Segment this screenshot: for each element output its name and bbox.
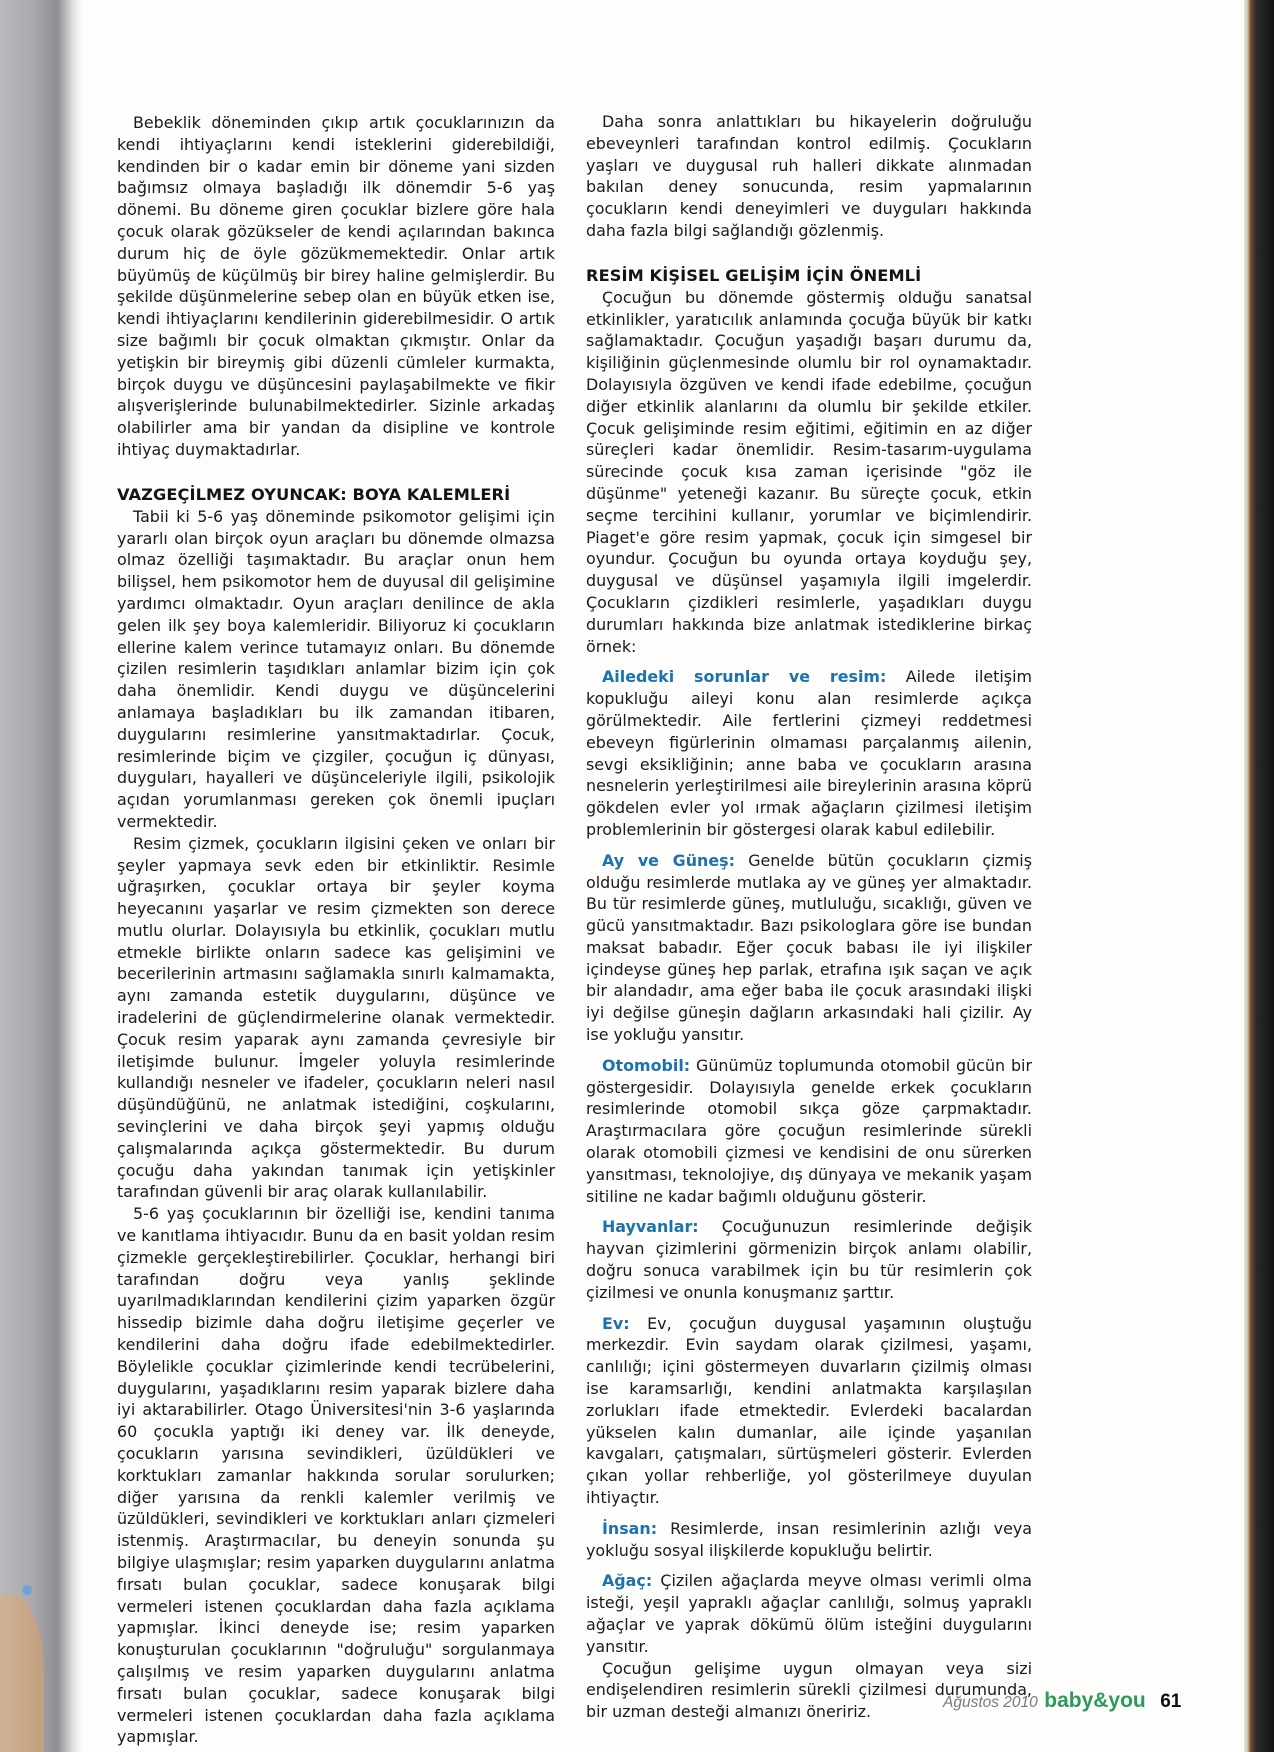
entry-hayvanlar [586, 1216, 1032, 1303]
entry-term: Ay ve Güneş: [602, 850, 735, 870]
section-heading-boya-kalemleri: VAZGEÇİLMEZ OYUNCAK: BOYA KALEMLERİ [117, 484, 511, 504]
entry-term: Otomobil: [602, 1055, 691, 1075]
pencil-eraser-image [22, 1585, 32, 1595]
entry-agac [586, 1570, 1032, 1657]
entry-term: İnsan: [602, 1518, 658, 1538]
magazine-brand: baby&you [1044, 1689, 1146, 1712]
right-column [586, 111, 1032, 1723]
entry-term: Hayvanlar: [602, 1217, 699, 1237]
intro-paragraph: Daha sonra anlattıkları bu hikayelerin doğruluğu ebeveynleri tarafından kontrol edilmiş. Çocukların yaşları ve duygusal ruh halleri dikkate alınmadan bakılan deney sonucunda, resim yapmalarının çocukların kendi deneyimleri ve duyguları hakkında daha fazla bilgi sağlandığı gözlenmiş. [586, 112, 1032, 240]
entry-term: Ailedeki sorunlar ve resim: [602, 667, 887, 687]
entry-term: Ev: [602, 1313, 630, 1333]
entry-text: Ev, çocuğun duygusal yaşamının oluştuğu merkezdir. Evin saydam olarak çizilmesi, yaşamı, canlılığı; içini göstermeyen duvarların çizilmiş olması ise karamsarlığı, kendini anlatmakta karşılaşılan zorlukları ifade etmektedir. Evlerdeki bacalardan yükselen kalın dumanlar, aile içinde yaşanılan kavgaları, çatışmaları, sürtüşmeleri gösterir. Evlerden çıkan yollar rehberliğe, yol gösterilmeye duyulan ihtiyaçtır. [586, 1313, 1032, 1508]
section-heading-kisisel-gelisim: RESİM KİŞİSEL GELİŞİM İÇİN ÖNEMLİ [586, 265, 922, 285]
entry-insan [586, 1518, 1032, 1562]
entry-text: Genelde bütün çocukların çizmiş olduğu resimlerde mutlaka ay ve güneş yer almaktadır. Bu tür resimlerde güneş, mutluluğu, sıcaklığı, güven ve gücü yansıtmaktadır. Bazı psikologlara göre ise bundan maksat babadır. Eğer çocuk babası ile iyi ilişkiler içindeyse güneş hep parlak, etrafına ışık saçan ve açık bir alandadır, ama eğer baba ile çocuk arasındaki ilişki iyi değilse güneşin dağların arkasındaki hali çizilir. Ay ise yokluğu yansıtır. [586, 850, 1032, 1045]
entry-text: Çocuğunuzun resimlerinde değişik hayvan çizimlerini görmenizin birçok anlamı olabilir, doğru sonuca varabilmek için bu tür resimlerin çok çizilmesi ve onunla konuşmanız şarttır. [586, 1217, 1032, 1302]
entry-ev [586, 1313, 1032, 1509]
entry-term: Ağaç: [602, 1571, 653, 1591]
entry-text: Çizilen ağaçlarda meyve olması verimli olma isteği, yeşil yapraklı ağaçlar canlılığı, solmuş yapraklı ağaçlar ve yaprak dökümü ölüm isteğini duygularını yansıtır. [586, 1571, 1032, 1656]
entry-ailedeki-sorunlar [586, 666, 1032, 840]
left-column [117, 112, 555, 1748]
entry-otomobil [586, 1055, 1032, 1208]
intro-paragraph: Bebeklik döneminden çıkıp artık çocuklarınızın da kendi ihtiyaçlarını kendi isteklerini giderebildiği, kendinden bir o kadar emin bir döneme yani sizden bağımsız olmaya başladığı ilk dönemdir 5-6 yaş dönemi. Bu döneme giren çocuklar bizlere göre hala çocuk olarak gözükseler de kendi açılarından bakınca durum hiç de öyle gözükmemektedir. Onlar artık büyümüş de küçülmüş bir birey haline gelmişlerdir. Bu şekilde düşünmelerine sebep olan en büyük etken ise, kendi ihtiyaçlarını kendilerinin giderebilmesidir. O artık size bağımlı bir çocuk olmaktan çıkmıştır. Onlar da yetişkin bir bireymiş gibi düzenli cümleler kurmakta, birçok duygu ve düşüncesini paylaşabilmekte ve fikir alışverişlerinde bulunabilmektedirler. Sizinle arkadaş olabilirler ama bir yandan da disipline ve kontrole ihtiyaç duymaktadırlar. [117, 113, 555, 459]
issue-date: Ağustos 2010 [943, 1694, 1038, 1711]
entry-text: Resimlerde, insan resimlerinin azlığı veya yokluğu sosyal ilişkilerde kopukluğu belirtir. [586, 1518, 1032, 1560]
body-paragraph: Resim çizmek, çocukların ilgisini çeken ve onları bir şeyler yapmaya sevk eden bir etkinliktir. Resimle uğraşırken, çocuklar ortaya bir şeyler koyma heyecanını yaşarlar ve resim çizmekten son derece mutlu olurlar. Dolayısıyla bu etkinlik, çocukları mutlu etmekle birlikte onların sadece kas gelişimini ve becerilerinin artmasını sağlamakla sınırlı kalmamakta, aynı zamanda estetik duygularını, düşünce ve iradelerini de güçlendirmelerine olanak vermektedir. Çocuk resim yaparak aynı zamanda çevresiyle bir iletişimde bulunur. İmgeler yoluyla resimlerinde kullandığı nesneler ve ifadeler, çocukların neleri nasıl düşündüğünü, ne anlatmak istediğini, coşkularını, sevinçlerini ve daha birçok şeyi yapmış olduğu çalışmalarında açıkça göstermektedir. Bu durum çocuğu daha yakından tanımak için yetişkinler tarafından güvenli bir araç olarak kullanılabilir. [117, 833, 555, 1202]
closing-paragraph: Çocuğun gelişime uygun olmayan veya sizi endişelendiren resimlerin sürekli çizilmesi durumunda, bir uzman desteği almanızı öneririz. [586, 1658, 1032, 1722]
body-paragraph: 5-6 yaş çocuklarının bir özelliği ise, kendini tanıma ve kanıtlama ihtiyacıdır. Bunu da en basit yoldan resim çizmekle gerçekleştirebilirler. Çocuklar, herhangi biri tarafından doğru veya yanlış şeklinde uyarılmadıklarından kendilerini çizim yaparken özgür hissedip bizimle daha doğru iletişime geçerler ve kendilerini daha doğru ifade edebilmektedirler. Böylelikle çocuklar çizimlerinde kendi tecrübelerini, duygularını, yaşadıklarını resim yaparak bizlere daha iyi aktarabilirler. Otago Üniversitesi'nin 3-6 yaşlarında 60 çocukla yaptığı iki deney var. İlk deneyde, çocukların yarısına sevindikleri, üzüldükleri ve korktukları zamanlar hakkında sorular sorulurken; diğer yarısına da renkli kalemler verilmiş ve üzüldükleri, sevindikleri ve korktukları anları çizmeleri istenmiş. Araştırmacılar, bu deneyin sonunda şu bilgiye ulaşmışlar; resim yaparken duygularını anlatma fırsatı bulan çocuklar, sadece konuşarak bilgi vermeleri istenen çocuklardan daha fazla açıklama yapmışlar. İkinci deneyde ise; resim yaparken konuşturulan çocuklarının "doğruluğu" sorgulanmaya çalışılmış ve resim yaparken duygularını anlatma fırsatı bulan çocuklar, sadece konuşarak bilgi vermeleri istenen çocuklardan daha fazla açıklama yapmışlar. [117, 1204, 555, 1747]
binding-shadow [0, 0, 82, 1752]
entry-ay-ve-gunes [586, 850, 1032, 1046]
entry-text: Günümüz toplumunda otomobil gücün bir göstergesidir. Dolayısıyla genelde erkek çocukların resimlerinde otomobil sıkça göze çarpmaktadır. Araştırmacılara göre çocuğun resimlerinde sürekli olarak otomobili çizmesi ve kendisini de onu sürerken yansıtması, teknolojiye, dış dünyaya ve mekanik yaşam sitiline ne kadar bağımlı olduğunu gösterir. [586, 1055, 1032, 1206]
lead-paragraph: Çocuğun bu dönemde göstermiş olduğu sanatsal etkinlikler, yaratıcılık anlamında çocuğa büyük bir katkı sağlamaktadır. Çocuğun yaşadığı başarı durumu da, kişiliğinin güçlenmesinde olumlu bir rol oynamaktadır. Dolayısıyla özgüven ve kendi ifade edebilme, çocuğun diğer etkinlik alanlarını da olumlu bir şekilde etkiler. Çocuk gelişiminde resim eğitimi, eğitimin en az diğer süreçleri kadar önemlidir. Resim-tasarım-uygulama sürecinde çocuk kısa zaman içerisinde "göz ile düşünme" yeteneği kazanır. Bu süreçte çocuk, etkin seçme tercihini kullanır, yorumlar ve biçimlendirir. Piaget'e göre resim yapmak, çocuk için simgesel bir oyundur. Çocuğun bu oyunda ortaya koyduğu şey, duygusal ve düşünsel yaşamıyla ilgili imgelerdir. Çocukların çizdikleri resimlerle, yaşadıkları duygu durumları hakkında bize anlatmak istediklerine birkaç örnek: [586, 287, 1032, 656]
entry-text: Ailede iletişim kopukluğu aileyi konu alan resimlerde açıkça görülmektedir. Aile fertlerini çizmeyi reddetmesi ebeveyn figürlerinin olmaması parçalanmış ailenin, sevgi eksikliğinin; anne baba ve çocukların arasına nesnelerin yerleştirilmesi aile bireylerinin arasına köprü gökdelen evler yol ırmak ağaçların çizilmesi iletişim problemlerinin bir göstergesi olarak kabul edilebilir. [586, 667, 1032, 839]
page-number: 61 [1160, 1691, 1182, 1712]
body-paragraph: Tabii ki 5-6 yaş döneminde psikomotor gelişimi için yararlı olan birçok oyun araçları bu dönemde olmazsa olmaz özelliği taşımaktadır. Bu araçlar onun hem bilişsel, hem psikomotor hem de duyusal dil gelişimine yardımcı olmaktadır. Oyun araçları denilince de akla gelen ilk şey boya kalemleridir. Biliyoruz ki çocukların ellerine kalem verince tutamayız onları. Bu dönemde çizilen resimlerin taşıdıkları anlamlar bizim için çok daha önemlidir. Kendi duygu ve düşüncelerini anlamaya başladıkları bu ilk zamandan itibaren, duygularını resimlerine yansıtmaktadırlar. Çocuk, resimlerinde biçim ve çizgiler, çocuğun iç dünyası, duyguları, hayalleri ve düşünceleriyle ilgili, psikolojik açıdan yorumlanması gereken çok önemli ipuçları vermektedir. [117, 506, 555, 831]
page-footer [943, 1689, 1181, 1713]
page-edge [1244, 0, 1274, 1752]
